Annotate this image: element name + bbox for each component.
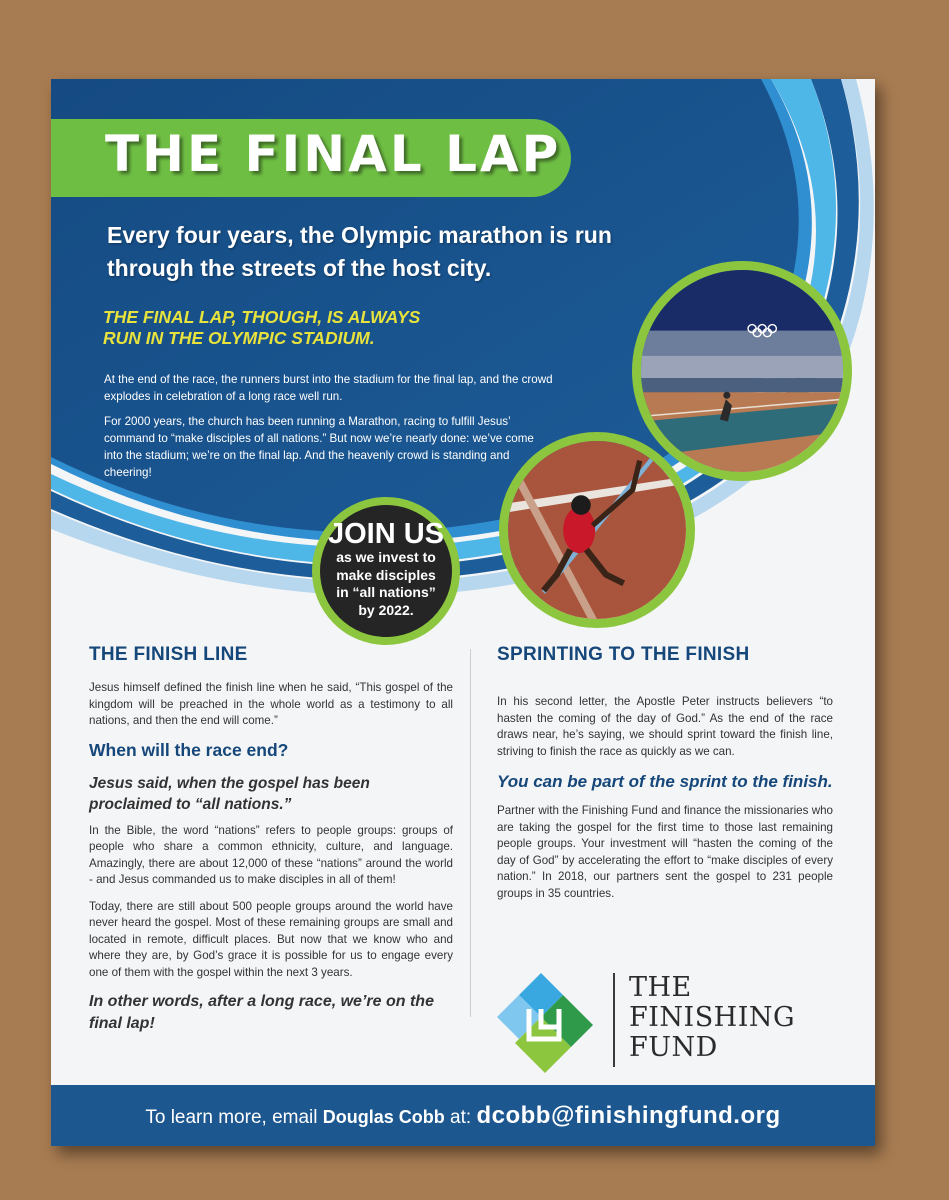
logo-line: FINISHING	[629, 1002, 796, 1033]
intro-paragraph-1: At the end of the race, the runners burst into the stadium for the final lap, and the crowd explodes in celebration of a long race well run.	[104, 373, 553, 403]
race-end-question: When will the race end?	[89, 739, 289, 760]
contact-footer	[51, 1085, 875, 1146]
apostle-peter-paragraph: In his second letter, the Apostle Peter instructs believers “to hasten the coming of the day of God.” As the end of the race draws near, he’s saying, we should sprint toward the finish line, striving to finish the race as quickly as we can.	[497, 695, 833, 758]
finish-line-paragraph: Jesus himself defined the finish line when he said, “This gospel of the kingdom will be preached in the whole world as a testimony to all nations, and then the end will come.”	[89, 681, 453, 727]
intro-paragraph-2: For 2000 years, the church has been running a Marathon, racing to fulfill Jesus’ command to “make disciples of all nations.” But now we’re nearly done: we’ve come into the stadium; we’re on the final lap. And the heavenly crowd is standing and cheering!	[104, 415, 534, 479]
logo-line: FUND	[629, 1032, 718, 1063]
column-divider	[470, 649, 471, 1017]
final-lap-closing: In other words, after a long race, we’re on the final lap!	[89, 993, 434, 1032]
badge-line: as we invest to	[336, 549, 436, 565]
badge-line: make disciples	[336, 566, 436, 583]
logo-divider	[613, 973, 615, 1067]
finish-line-runner-photo	[499, 432, 695, 628]
remaining-groups-paragraph: Today, there are still about 500 people groups around the world have never heard the gospel. Most of these remaining groups are small and located in remote, difficult places. But now that we know who and where they are, by God’s grace it is possible for us to engage every one of them with the gospel within the next 3 years.	[89, 899, 453, 979]
finish-line-column	[89, 644, 453, 1035]
badge-line: in “all nations”	[336, 584, 436, 600]
finish-line-heading: THE FINISH LINE	[89, 644, 248, 665]
partner-paragraph: Partner with the Finishing Fund and finance the missionaries who are taking the gospel for the first time to those last remaining people groups. Your investment will “hasten the coming of the day of God” by accelerating the effort to “make disciples of every nation.” In 2018, our partners sent the gospel to 231 people groups in 35 countries.	[497, 804, 833, 900]
join-us-badge	[312, 497, 460, 645]
badge-line: by 2022.	[358, 601, 414, 618]
footer-middle: at:	[450, 1107, 472, 1128]
logo-wordmark	[629, 973, 795, 1063]
flyer-page	[51, 79, 875, 1146]
sprinting-heading: SPRINTING TO THE FINISH	[497, 644, 750, 665]
sprinting-column	[497, 644, 833, 912]
join-us-title: JOIN US	[327, 518, 445, 550]
page-title: THE FINAL LAP	[105, 125, 562, 183]
stadium-photo	[632, 261, 852, 481]
logo-line: THE	[629, 972, 692, 1003]
stadium-subheading: THE FINAL LAP, THOUGH, IS ALWAYS RUN IN THE OLYMPIC STADIUM.	[103, 307, 421, 348]
lead-statement: Every four years, the Olympic marathon is run through the streets of the host city.	[107, 222, 612, 281]
footer-prefix: To learn more, email	[145, 1107, 318, 1128]
finishing-fund-logo-icon	[489, 969, 601, 1077]
sprint-callout: You can be part of the sprint to the finish.	[497, 772, 833, 791]
finishing-fund-logo	[489, 969, 829, 1079]
gospel-quote: Jesus said, when the gospel has been proclaimed to “all nations.”	[89, 774, 370, 813]
contact-name: Douglas Cobb	[322, 1107, 445, 1127]
contact-email-link[interactable]: dcobb@finishingfund.org	[476, 1102, 781, 1129]
nations-paragraph: In the Bible, the word “nations” refers to people groups: groups of people who share a common ethnicity, culture, and language. Amazingly, there are about 12,000 of these “nations” around the world - and Jesus commanded us to make disciples in all of them!	[89, 823, 453, 886]
